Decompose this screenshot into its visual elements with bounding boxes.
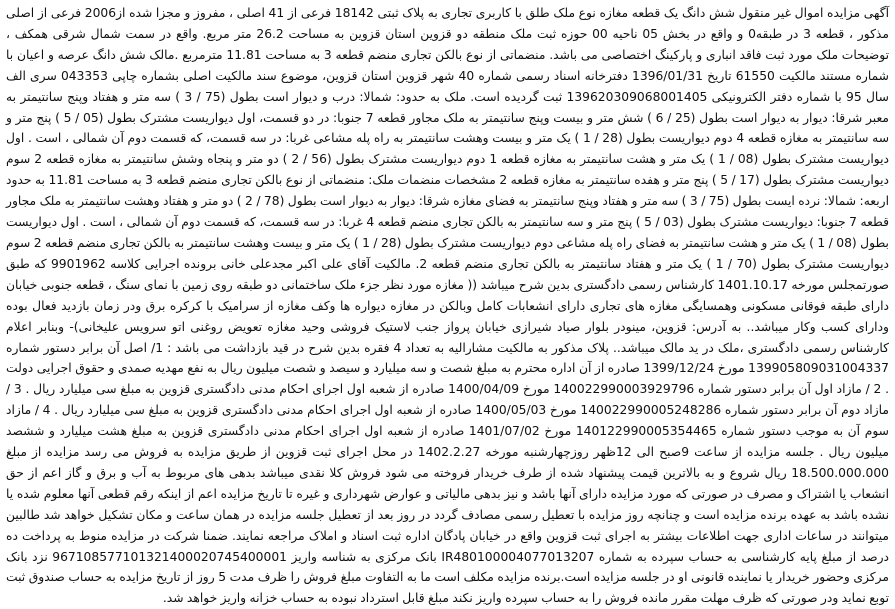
notice-body-text: آگهی مزایده اموال غیر منقول شش دانگ یک قطعه مغازه نوع ملک طلق با کاربری تجاری به پلاک ثبتی 18142 فرعی از 41 اصلی ، مفروز و مجزا شده از2006 فرعی از اصلی مذکور ، قطعه 3 در طبقه0 و واقع در بخش 05 ناحیه 00 حوزه ثبت ملک منطقه دو قزوین استان قزوین به مساحت 26.2 متر مربع. واقع در سمت شمال شرقی همکف ، توضیحات ملک مورد ثبت فاقد انباری و پارکینگ اختصاصی می باشد. منضماتی از نوع بالکن تجاری منضم قطعه 3 به مساحت 11.81 مترمربع .مالک شش دانگ عرصه و اعیان با شماره مستند مالکیت 61550 تاریخ 1396/01/31 دفترخانه اسناد رسمی شماره 40 شهر قزوین استان قزوین، موضوع سند مالکیت اصلی بشماره چاپی 043353 سری الف سال 95 با شماره دفتر الکترونیکی 139620309068001405 ثبت گردیده است. ملک به حدود: شمالا: درب و دیوار است بطول (75 / 3 ) سه متر و هفتاد وپنج سانتیمتر به معبر شرقا: دیوار به دیوار است بطول (25 / 6 ) شش متر و بیست وپنج سانتیمتر به ملک مجاور قطعه 7 جنوبا: در دو قسمت، اول دیواریست مشترک بطول (05 / 5 ) پنج متر و سه سانتیمتر به مغازه قطعه 4 دوم دیواریست بطول (28 / 1 ) یک متر و بیست وهشت سانتیمتر به راه پله مشاعی غربا: در سه قسمت، که قسمت دوم آن شمالی ، است . اول دیواریست مشترک بطول (08 / 1 ) یک متر و هشت سانتیمتر به مغازه قطعه 1 دوم دیواریست مشترک بطول (56 / 2 ) دو متر و پنجاه وشش سانتیمتر به مغازه قطعه 2 سوم دیواریست مشترک بطول (17 / 5 ) پنج متر و هفده سانتیمتر به مغازه قطعه 2 مشخصات منضمات ملک: منضماتی از نوع بالکن تجاری منضم قطعه 3 به مساحت 11.81 به حدود اربعه: شمالا: نرده ایست بطول (75 / 3 ) سه متر و هفتاد وپنج سانتیمتر به فضای مغازه شرقا: دیوار به دیوار است بطول (78 / 2 ) دو متر و هفتاد وهشت سانتیمتر به ملک مجاور قطعه 7 جنوبا: دیواریست مشترک بطول (03 / 5 ) پنج متر و سه سانتیمتر به بالکن تجاری منضم قطعه 4 غربا: در سه قسمت، که قسمت دوم آن شمالی ، است . اول دیواریست بطول (08 / 1 ) یک متر و هشت سانتیمتر به فضای راه پله مشاعی دوم دیواریست مشترک بطول (28 / 1 ) یک متر و بیست وهشت سانتیمتر به بالکن تجاری منضم قطعه 2 سوم دیواریست مشترک بطول (70 / 1 ) یک متر و هفتاد سانتیمتر به بالکن تجاری منضم قطعه 2. مالکیت آقای علی اکبر مجدعلی خانی برونده اجرایی کلاسه 9901962 که طبق صورتمجلس مورخه 1401.10.17 کارشناس رسمی دادگستری بدین شرح میباشد (( مغازه مورد نظر جزء ملک ساختمانی دو طبقه روی زمین با نمای سنگ ، قطعه جنوبی خیابان دارای طبقه فوقانی مسکونی وهمسایگی مغازه های تجاری دارای انشعابات کامل وبالکن در مغازه دیواره ها وکف مغازه از سرامیک با کرکره برق ودر زمان بازدید فعال بوده ودارای کسب وکار میباشد.. به آدرس: قزوین، مینودر بلوار صیاد شیرازی خیابان پرواز جنب لاستیک فروشی وحید مغازه تعویض روغنی اتو سرویس علیخانی)- وبنابر اعلام کارشناس رسمی دادگستری ،ملک در ید مالک میباشد.. پلاک مذکور به مالکیت مشارالیه به تعداد 4 فقره بدین شرح در قید بازداشت می باشد : 1/ اصل آن برابر دستور شماره 139905809031004337 مورخ 1399/12/24 صادره از آن اداره محترم به مبلغ شصت و سه میلیارد و سیصد و شصت میلیون ریال به نفع مهدیه صمدی و حقوق اجرایی دولت . 2 / مازاد اول آن برابر دستور شماره 140022990003929796 مورخ 1400/04/09 صادره از شعبه اول اجرای احکام مدنی دادگستری قزوین به مبلغ سی میلیارد ریال . 3 / مازاد دوم آن برابر دستور شماره 140022990005248286 مورخ 1400/05/03 صادره از شعبه اول اجرای احکام مدنی دادگستری قزوین به مبلغ سی میلیارد ریال . 4 / مازاد سوم آن به موجب دستور شماره 140122990005354465 مورخ 1401/07/02 صادره از شعبه اول اجرای احکام مدنی دادگستری قزوین به مبلغ هشت میلیارد و ششصد میلیون ریال . جلسه مزایده از ساعت 9صبح الی 12ظهر روزچهارشنبه مورخه 1402.2.27 در محل اجرای ثبت قزوین از طریق مزایده به فروش می رسد مزایده از مبلغ 18.500.000.000 ریال شروع و به بالاترین قیمت پیشنهاد شده از طرف خریدار فروخته می شود فروش کلا نقدی میباشد بدهی های مربوط به آب و برق و گاز اعم از حق انشعاب یا اشتراک و مصرف در صورتی که مورد مزایده دارای آنها باشد و نیز بدهی مالیاتی و عوارض شهرداری و غیره تا تاریخ مزایده اعم از اینکه رقم قطعی آنها معلوم شده یا نشده باشد به عهده برنده مزایده است و چنانچه روز مزایده با تعطیل رسمی مصادف گردد در روز بعد از تعطیل جلسه مزایده در همان ساعت و مکان تشکیل خواهد شد طالبین میتوانند در ساعات اداری جهت اطلاعات بیشتر به اجرای ثبت قزوین واقع در خیابان پادگان اداره ثبت اسناد و املاک مراجعه نمایند. ضمنا شرکت در مزایده منوط به پرداخت ده درصد از مبلغ پایه کارشناسی به حساب سپرده به شماره IR480100004077013207 بانک مرکزی به شناسه واریز 967108577101321400020745400001 نزد بانک مرکزی وحضور خریدار یا نماینده قانونی او در جلسه مزایده است.برنده مزایده مکلف است ما به التفاوت مبلغ فروش را ظرف مدت 5 روز از تاریخ مزایده به حساب صندوق ثبت توبع نماید ودر صورتی که ظرف مهلت مقرر مانده فروش را به حساب سپرده واریز نکند مبلغ قابل استرداد نبوده به حساب خزانه واریز خواهد شد. — [6, 6, 890, 606]
